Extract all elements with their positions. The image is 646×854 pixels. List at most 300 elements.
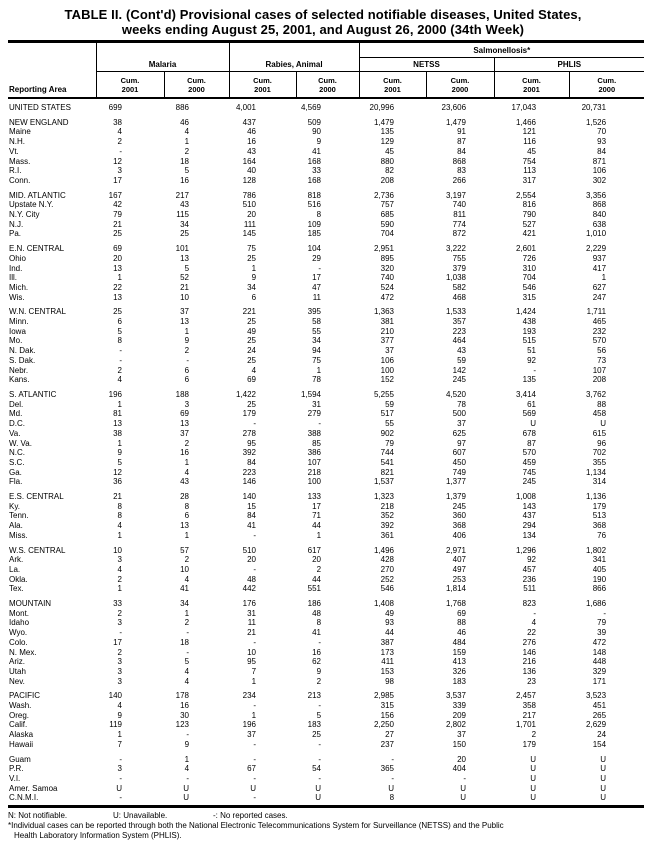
table-title-line2: weeks ending August 25, 2001, and August 26, 2000 (34th Week): [121, 22, 525, 37]
reporting-area-cell: D.C.: [9, 419, 25, 429]
value-cell: 320: [380, 263, 395, 273]
value-cell: 1: [117, 438, 122, 448]
value-cell: 135: [380, 127, 395, 137]
table-row: [8, 477, 644, 487]
year-label: 2000: [451, 85, 469, 94]
value-cell: 4: [117, 375, 122, 385]
cum-label: Cum.: [120, 76, 140, 85]
value-cell: 142: [452, 365, 467, 375]
value-cell: 10: [180, 564, 190, 574]
table-row: [8, 541, 644, 556]
value-cell: 13: [180, 419, 190, 429]
table-row: [8, 784, 644, 794]
reporting-area-cell: Minn.: [9, 317, 29, 327]
column-supergroup-salmonellosis: Salmonellosis*: [359, 42, 644, 58]
table-row: [8, 229, 644, 239]
value-cell: 57: [180, 545, 190, 555]
value-cell: 4: [184, 666, 190, 676]
value-cell: 16: [180, 448, 190, 458]
value-cell: 357: [452, 317, 467, 327]
value-cell: 236: [522, 574, 537, 584]
value-cell: 25: [247, 399, 257, 409]
value-cell: 67: [247, 764, 257, 774]
value-cell: 104: [307, 244, 322, 254]
value-cell: 880: [380, 156, 395, 166]
value-cell: 245: [522, 477, 537, 487]
value-cell: 75: [247, 244, 257, 254]
value-cell: 1,323: [373, 492, 395, 502]
value-cell: 101: [175, 244, 190, 254]
value-cell: 49: [247, 326, 257, 336]
value-cell: 428: [380, 555, 395, 565]
value-cell: 217: [175, 190, 190, 200]
value-cell: 457: [522, 564, 537, 574]
table-row: [8, 176, 644, 186]
value-cell: 97: [457, 438, 467, 448]
value-cell: 1,422: [235, 389, 257, 399]
value-cell: 516: [307, 200, 322, 210]
value-cell: 1,010: [586, 229, 607, 239]
table-row: [8, 239, 644, 254]
value-cell: 37: [247, 730, 257, 740]
value-cell: 20,996: [369, 103, 395, 112]
reporting-area-cell: Ark.: [9, 555, 24, 565]
value-cell: 70: [597, 127, 607, 137]
value-cell: 749: [452, 467, 467, 477]
value-cell: 41: [180, 584, 190, 594]
value-cell: 136: [522, 666, 537, 676]
value-cell: 4,569: [300, 103, 322, 112]
value-cell: 6: [184, 511, 190, 521]
value-cell: 3,222: [445, 244, 467, 254]
year-label: 2001: [121, 85, 139, 94]
value-cell: 25: [312, 730, 322, 740]
value-cell: 54: [312, 764, 322, 774]
value-cell: 25: [247, 317, 257, 327]
value-cell: 726: [522, 253, 537, 263]
value-cell: 5: [316, 710, 322, 720]
value-cell: 2,802: [445, 720, 467, 730]
value-cell: 75: [312, 355, 322, 365]
value-cell: 3: [117, 657, 122, 667]
value-cell: 358: [522, 701, 537, 711]
value-cell: -: [96, 793, 164, 806]
value-cell: 3,356: [586, 190, 607, 200]
value-cell: U: [183, 783, 190, 793]
year-label: 2001: [254, 85, 271, 94]
value-cell: 208: [592, 375, 607, 385]
value-cell: 183: [307, 720, 322, 730]
value-cell: 8: [316, 618, 322, 628]
value-cell: 34: [180, 219, 190, 229]
column-group-phlis: PHLIS: [494, 58, 644, 72]
value-cell: U: [530, 774, 537, 783]
value-cell: 37: [457, 419, 467, 429]
table-row: [8, 740, 644, 750]
value-cell: 111: [243, 219, 257, 229]
value-cell: 4: [184, 574, 190, 584]
value-cell: 1,408: [373, 599, 395, 609]
table-row: [8, 468, 644, 478]
value-cell: 360: [452, 511, 467, 521]
value-cell: 2: [184, 555, 190, 565]
table-row: [8, 210, 644, 220]
value-cell: 786: [242, 190, 257, 200]
reporting-area-cell: Ala.: [9, 521, 23, 531]
value-cell: 48: [312, 608, 322, 618]
value-cell: 22: [113, 282, 122, 292]
value-cell: 315: [522, 292, 537, 302]
value-cell: 590: [380, 219, 395, 229]
value-cell: U: [250, 783, 257, 793]
reporting-area-cell: MOUNTAIN: [9, 599, 52, 609]
value-cell: 1,296: [515, 545, 537, 555]
cum-label: Cum.: [522, 76, 541, 85]
table-row: [8, 609, 644, 619]
table-header: [8, 42, 644, 99]
value-cell: 2,951: [373, 244, 395, 254]
value-cell: 152: [380, 375, 395, 385]
value-cell: 179: [242, 409, 257, 419]
value-cell: 317: [522, 175, 537, 185]
table-row: [8, 618, 644, 628]
value-cell: 134: [522, 530, 537, 540]
table-row: [8, 677, 644, 687]
value-cell: 355: [592, 457, 607, 467]
value-cell: 10: [180, 292, 190, 302]
value-cell: 33: [312, 166, 322, 176]
value-cell: 685: [380, 210, 395, 220]
value-cell: 210: [380, 326, 395, 336]
reporting-area-cell: Calif.: [9, 720, 28, 730]
value-cell: -: [119, 355, 122, 365]
value-cell: 69: [113, 244, 122, 254]
value-cell: 527: [522, 219, 537, 229]
value-cell: 678: [522, 428, 537, 438]
cum-label: Cum.: [383, 76, 402, 85]
value-cell: 95: [247, 438, 257, 448]
value-cell: 3: [117, 166, 122, 176]
value-cell: 790: [522, 210, 537, 220]
table-row: [8, 375, 644, 385]
value-cell: -: [229, 793, 296, 806]
reporting-area-cell: Nebr.: [9, 365, 29, 375]
value-cell: 91: [457, 127, 467, 137]
value-cell: 33: [113, 599, 122, 609]
column-header-netss-cum-2000: [426, 72, 494, 99]
column-header-phlis-cum-2001: [494, 72, 569, 99]
value-cell: 52: [180, 273, 190, 283]
value-cell: 1,479: [373, 117, 395, 127]
footnote-asterisk-line2: Health Laboratory Information System (PHLIS).: [14, 831, 182, 841]
value-cell: 173: [380, 647, 395, 657]
value-cell: 245: [452, 501, 467, 511]
table-row: [8, 521, 644, 531]
value-cell: 20: [247, 555, 257, 565]
value-cell: -: [318, 637, 322, 647]
table-row: [8, 157, 644, 167]
value-cell: 106: [380, 355, 395, 365]
value-cell: 5: [184, 263, 190, 273]
reporting-area-cell: Ky.: [9, 501, 20, 511]
value-cell: 1: [316, 365, 322, 375]
value-cell: 744: [380, 448, 395, 458]
reporting-area-cell: W.N. CENTRAL: [9, 307, 66, 317]
value-cell: 17,043: [511, 103, 537, 112]
value-cell: 25: [247, 336, 257, 346]
value-cell: 1,594: [300, 389, 322, 399]
value-cell: 34: [180, 599, 190, 609]
reporting-area-cell: Ohio: [9, 253, 26, 263]
value-cell: 818: [307, 190, 322, 200]
table-title: [0, 0, 646, 37]
value-cell: -: [186, 730, 190, 740]
value-cell: 21: [247, 628, 257, 638]
value-cell: 1: [117, 584, 122, 594]
value-cell: 16: [312, 647, 322, 657]
value-cell: 570: [592, 336, 607, 346]
value-cell: 617: [307, 545, 322, 555]
value-cell: 1,537: [373, 477, 395, 487]
reporting-area-cell: Wash.: [9, 701, 32, 711]
value-cell: 25: [113, 229, 122, 239]
value-cell: 58: [312, 317, 322, 327]
table-row: [8, 793, 644, 806]
value-cell: 56: [597, 346, 607, 356]
value-cell: 417: [592, 263, 607, 273]
value-cell: 438: [522, 317, 537, 327]
value-cell: 25: [247, 355, 257, 365]
value-cell: -: [119, 774, 122, 783]
column-group-rabies-animal: Rabies, Animal: [229, 42, 359, 72]
value-cell: 16: [247, 137, 257, 147]
value-cell: 73: [597, 355, 607, 365]
value-cell: 4: [184, 127, 190, 137]
value-cell: -: [186, 774, 190, 783]
value-cell: 41: [312, 628, 322, 638]
value-cell: 49: [385, 608, 395, 618]
value-cell: 868: [592, 200, 607, 210]
value-cell: 27: [385, 730, 395, 740]
value-cell: 156: [380, 710, 395, 720]
reporting-area-cell: Kans.: [9, 375, 30, 385]
value-cell: 84: [597, 146, 607, 156]
value-cell: 154: [592, 739, 607, 749]
value-cell: 98: [385, 676, 395, 686]
value-cell: 276: [522, 637, 537, 647]
reporting-area-cell: Vt.: [9, 146, 19, 156]
footnote-not-notifiable: N: Not notifiable.: [8, 811, 68, 821]
value-cell: 183: [452, 676, 467, 686]
value-cell: 1,711: [586, 307, 607, 317]
value-cell: 245: [452, 375, 467, 385]
table-row: [8, 720, 644, 730]
value-cell: 4: [117, 521, 122, 531]
value-cell: 253: [452, 574, 467, 584]
value-cell: 868: [452, 156, 467, 166]
value-cell: -: [253, 774, 257, 783]
value-cell: 3: [184, 399, 190, 409]
value-cell: -: [318, 263, 322, 273]
column-header-netss-cum-2001: [359, 72, 426, 99]
value-cell: 421: [522, 229, 537, 239]
value-cell: 315: [380, 701, 395, 711]
value-cell: 209: [452, 710, 467, 720]
value-cell: 702: [592, 448, 607, 458]
value-cell: U: [530, 764, 537, 774]
value-cell: 190: [592, 574, 607, 584]
value-cell: 1,363: [373, 307, 395, 317]
reporting-area-cell: Nev.: [9, 676, 25, 686]
value-cell: 29: [312, 253, 322, 263]
value-cell: 94: [312, 346, 322, 356]
value-cell: 294: [522, 521, 537, 531]
reporting-area-cell: Okla.: [9, 574, 28, 584]
value-cell: 34: [312, 336, 322, 346]
reporting-area-cell: S. ATLANTIC: [9, 389, 57, 399]
value-cell: 92: [527, 355, 537, 365]
value-cell: 20: [247, 210, 257, 220]
value-cell: 17: [312, 501, 322, 511]
value-cell: U: [600, 419, 607, 429]
value-cell: 9: [117, 710, 122, 720]
value-cell: U: [315, 783, 322, 793]
value-cell: 7: [117, 739, 122, 749]
value-cell: U: [530, 783, 537, 793]
value-cell: 61: [527, 399, 537, 409]
value-cell: 4: [117, 701, 122, 711]
value-cell: U: [296, 793, 359, 806]
table-row: [8, 137, 644, 147]
value-cell: 25: [113, 307, 122, 317]
value-cell: 232: [592, 326, 607, 336]
value-cell: 2: [117, 647, 122, 657]
value-cell: 55: [385, 419, 395, 429]
value-cell: 541: [380, 457, 395, 467]
value-cell: 704: [522, 273, 537, 283]
reporting-area-cell: S. Dak.: [9, 355, 36, 365]
value-cell: 41: [312, 146, 322, 156]
value-cell: 2,629: [586, 720, 607, 730]
value-cell: 18: [180, 637, 190, 647]
value-cell: 704: [380, 229, 395, 239]
value-cell: 21: [113, 492, 122, 502]
value-cell: 902: [380, 428, 395, 438]
reporting-area-cell: Alaska: [9, 730, 34, 740]
table-row: [8, 575, 644, 585]
reporting-area-cell: Tenn.: [9, 511, 29, 521]
value-cell: -: [318, 739, 322, 749]
reporting-area-cell: W. Va.: [9, 438, 32, 448]
value-cell: 69: [247, 375, 257, 385]
table-row: [8, 409, 644, 419]
value-cell: 3,762: [586, 389, 607, 399]
value-cell: 79: [113, 210, 122, 220]
value-cell: 20: [113, 253, 122, 263]
value-cell: 223: [242, 467, 257, 477]
value-cell: 10: [113, 545, 122, 555]
table-row: [8, 667, 644, 677]
value-cell: 79: [385, 438, 395, 448]
reporting-area-cell: R.I.: [9, 166, 22, 176]
value-cell: 511: [523, 584, 537, 594]
value-cell: U: [569, 793, 644, 806]
value-cell: 546: [522, 282, 537, 292]
value-cell: 510: [242, 200, 257, 210]
reporting-area-cell: Del.: [9, 399, 24, 409]
value-cell: 93: [385, 618, 395, 628]
value-cell: 8: [117, 336, 122, 346]
value-cell: 17: [113, 175, 122, 185]
value-cell: 5: [117, 326, 122, 336]
value-cell: 872: [452, 229, 467, 239]
reporting-area-cell: Oreg.: [9, 710, 30, 720]
value-cell: 42: [113, 200, 122, 210]
reporting-area-cell: N.H.: [9, 137, 25, 147]
value-cell: 4: [184, 676, 190, 686]
value-cell: -: [318, 419, 322, 429]
reporting-area-cell: Wis.: [9, 292, 25, 302]
value-cell: 83: [457, 166, 467, 176]
reporting-area-cell: Mo.: [9, 336, 23, 346]
value-cell: 1: [117, 273, 122, 283]
value-cell: 13: [113, 263, 122, 273]
table-row: [8, 200, 644, 210]
value-cell: 615: [592, 428, 607, 438]
reporting-area-cell: N. Mex.: [9, 647, 37, 657]
value-cell: 13: [180, 521, 190, 531]
value-cell: 218: [380, 501, 395, 511]
reporting-area-cell: N.Y. City: [9, 210, 40, 220]
table-row: [8, 487, 644, 502]
value-cell: 816: [522, 200, 537, 210]
value-cell: 569: [522, 409, 537, 419]
value-cell: 78: [312, 375, 322, 385]
reporting-area-cell: N. Dak.: [9, 346, 36, 356]
reporting-area-cell: V.I.: [9, 774, 21, 783]
table-row: [8, 750, 644, 765]
value-cell: 10: [247, 647, 257, 657]
value-cell: 388: [307, 428, 322, 438]
value-cell: 43: [180, 477, 190, 487]
value-cell: 237: [380, 739, 395, 749]
value-cell: 107: [592, 365, 607, 375]
value-cell: 2,736: [373, 190, 395, 200]
value-cell: U: [600, 754, 607, 764]
value-cell: 1: [251, 710, 257, 720]
value-cell: 252: [380, 574, 395, 584]
table-row: [8, 584, 644, 594]
value-cell: 176: [242, 599, 257, 609]
value-cell: 450: [452, 457, 467, 467]
value-cell: 625: [452, 428, 467, 438]
reporting-area-cell: E.N. CENTRAL: [9, 244, 65, 254]
value-cell: -: [186, 647, 190, 657]
value-cell: 266: [452, 175, 467, 185]
value-cell: 13: [113, 419, 122, 429]
value-cell: -: [318, 754, 322, 764]
value-cell: 12: [113, 156, 122, 166]
value-cell: 100: [380, 365, 395, 375]
value-cell: 34: [247, 282, 257, 292]
value-cell: 404: [452, 764, 467, 774]
value-cell: 135: [522, 375, 537, 385]
table-row: [8, 448, 644, 458]
reporting-area-cell: Md.: [9, 409, 23, 419]
year-label: 2001: [384, 85, 401, 94]
value-cell: 6: [184, 365, 190, 375]
value-cell: 11: [312, 292, 322, 302]
